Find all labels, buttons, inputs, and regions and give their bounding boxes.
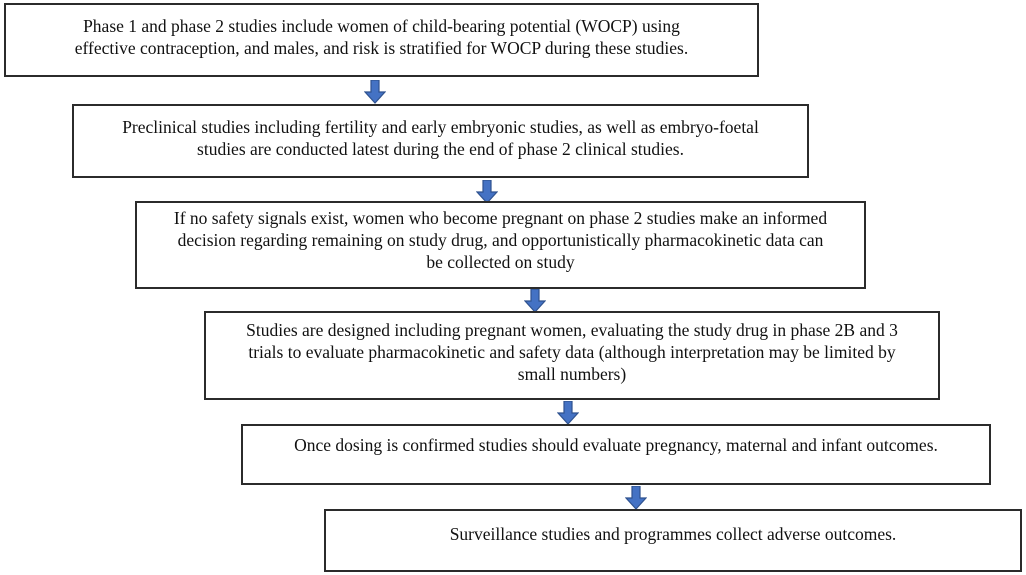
- flow-box-text-line: Studies are designed including pregnant women, evaluating the study drug in phase 2B and 3: [246, 320, 898, 340]
- flow-box-text-line: Preclinical studies including fertility and early embryonic studies, as well as embryo-foetal: [122, 117, 759, 137]
- flow-box-text-line: be collected on study: [426, 252, 575, 272]
- down-arrow-icon: [625, 486, 647, 510]
- flow-box-step-2: [72, 104, 809, 178]
- flow-box-text-line: effective contraception, and males, and risk is stratified for WOCP during these studies.: [74, 38, 689, 58]
- flow-box-text-line: small numbers): [517, 364, 627, 384]
- flow-box-text-line: studies are conducted latest during the end of phase 2 clinical studies.: [197, 139, 684, 159]
- flow-box-step-1: [4, 3, 759, 77]
- down-arrow-icon: [557, 401, 579, 425]
- flow-box-text-line: Surveillance studies and programmes collect adverse outcomes.: [449, 524, 897, 544]
- flow-box-text-line: decision regarding remaining on study drug, and opportunistically pharmacokinetic data can: [177, 230, 824, 250]
- flow-box-text-line: trials to evaluate pharmacokinetic and safety data (although interpretation may be limited by: [248, 342, 896, 362]
- down-arrow-icon: [524, 289, 546, 313]
- flow-box-text-line: Phase 1 and phase 2 studies include women of child-bearing potential (WOCP) using: [83, 16, 680, 36]
- flow-box-text-line: If no safety signals exist, women who become pregnant on phase 2 studies make an informed: [173, 208, 828, 228]
- flow-box-step-5: [241, 424, 991, 485]
- flow-box-step-6: [324, 509, 1022, 572]
- flow-box-step-3: [135, 201, 866, 289]
- flow-box-text-line: Once dosing is confirmed studies should evaluate pregnancy, maternal and infant outcomes.: [294, 435, 938, 455]
- flow-box-step-4: [204, 311, 940, 400]
- down-arrow-icon: [364, 80, 386, 104]
